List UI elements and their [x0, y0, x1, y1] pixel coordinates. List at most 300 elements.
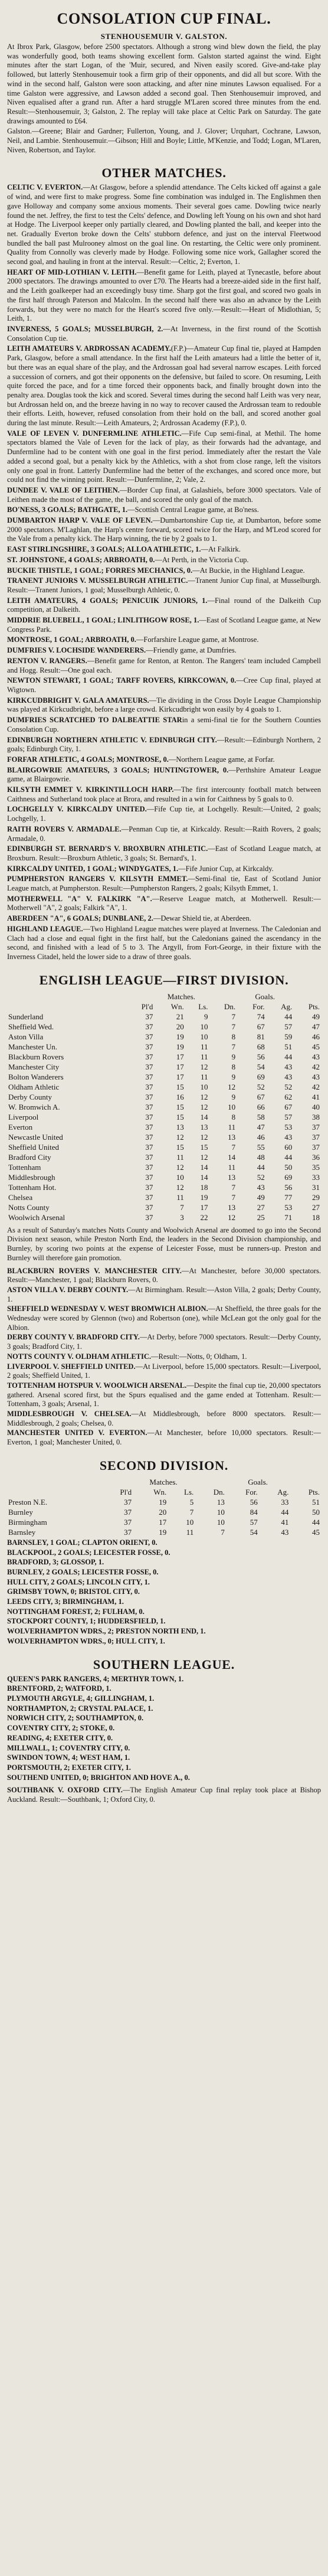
match-heading: HEART OF MID-LOTHIAN V. LEITH.	[7, 268, 137, 276]
team-name: Newcastle United	[8, 1132, 63, 1142]
table-cell: 57	[250, 1517, 258, 1527]
match-report	[7, 268, 321, 324]
result-item	[7, 1597, 321, 1607]
result-item	[7, 1607, 321, 1617]
table-row	[7, 1527, 321, 1537]
match-report	[7, 755, 321, 765]
table-cell: 45	[312, 1527, 320, 1537]
table-cell: 52	[284, 1082, 293, 1091]
table-row	[7, 1497, 321, 1507]
table-cell: 14	[200, 1112, 208, 1121]
table-cell: 7	[231, 1142, 236, 1152]
table-cell: 56	[250, 1497, 258, 1507]
match-heading: DUMFRIES V. LOCHSIDE WANDERERS.	[7, 646, 146, 655]
column-header	[7, 1487, 101, 1497]
team-name: Bolton Wanderers	[8, 1072, 64, 1081]
second-division-table	[7, 1477, 321, 1537]
team-name: Preston N.E.	[8, 1497, 48, 1507]
result-item	[7, 1617, 321, 1626]
match-heading: RENTON V. RANGERS.	[7, 656, 87, 665]
team-name: Oldham Athletic	[8, 1082, 60, 1091]
table-cell: 48	[257, 1152, 265, 1162]
table-cell: 37	[145, 1082, 153, 1091]
table-cell: 33	[312, 1172, 320, 1182]
table-cell: 43	[257, 1182, 265, 1192]
table-cell: 20	[159, 1507, 167, 1517]
matches-group-header: Matches.	[149, 1477, 178, 1486]
team-name: Sunderland	[8, 1012, 44, 1021]
result-item	[7, 1724, 321, 1733]
table-cell: 33	[281, 1497, 289, 1507]
table-cell: 7	[231, 1012, 236, 1021]
table-cell: 55	[257, 1142, 265, 1152]
result-item	[7, 1763, 321, 1773]
table-cell: 81	[257, 1032, 265, 1041]
match-heading: TRANENT JUNIORS V. MUSSELBURGH ATHLETIC.	[7, 576, 188, 585]
table-cell: 12	[200, 1132, 208, 1142]
table-row	[7, 1172, 321, 1182]
team-name: Tottenham Hot.	[8, 1182, 57, 1192]
table-cell: 37	[145, 1072, 153, 1081]
match-report	[7, 429, 321, 485]
result-item	[7, 1286, 321, 1304]
match-report	[7, 596, 321, 615]
column-header: Pl'd	[141, 1002, 153, 1011]
second-division-results	[7, 1538, 321, 1646]
table-cell: 21	[176, 1012, 184, 1021]
table-row	[7, 1112, 321, 1122]
match-text: —At Inverness, in the first round of the Scottish Consolation Cup tie.	[7, 324, 321, 343]
table-cell: 10	[200, 1022, 208, 1031]
table-row	[7, 1182, 321, 1192]
table-cell: 45	[312, 1042, 320, 1051]
result-heading: ASTON VILLA V. DERBY COUNTY.	[7, 1285, 129, 1294]
table-cell: 12	[200, 1062, 208, 1071]
match-text: —Benefit game for Leith, played at Tynecastle, before about 2000 spectators. The drawings amounted to over £70. The Hearts had a breeze-aided side in the first half, and the Leith goalkeeper had an exceedingly busy time. Sharp got the first goal, and scored two goals in the first half through Paterson and Malcolm. In the second half there was also an advance by the Leith forwards, but they were no match for the Heart's scored five only.—Result:—Heart of Midlothian, 5; Leith, 1.	[7, 268, 321, 323]
table-cell: 13	[200, 1122, 208, 1132]
result-text: —At Middlesbrough, before 8000 spectators. Result:—Middlesbrough, 2 goals; Chelsea, 0.	[7, 1410, 321, 1427]
result-heading: WOLVERHAMPTON WDRS., 2; PRESTON NORTH END, 1.	[7, 1627, 206, 1636]
other-matches-list	[7, 183, 321, 961]
match-report	[7, 635, 321, 645]
table-cell: 37	[145, 1032, 153, 1041]
result-heading: HULL CITY, 2 GOALS; LINCOLN CITY, 1.	[7, 1577, 150, 1586]
match-text: —Friendly game, at Dumfries.	[146, 646, 237, 655]
table-cell: 37	[145, 1202, 153, 1212]
first-division-table	[7, 992, 321, 1222]
result-heading: SHEFFIELD WEDNESDAY V. WEST BROMWICH ALBION.	[7, 1305, 208, 1313]
column-header: Dn.	[224, 1002, 236, 1011]
table-cell: 37	[145, 1172, 153, 1182]
table-cell: 37	[124, 1527, 132, 1537]
result-item	[7, 1684, 321, 1694]
table-cell: 19	[159, 1527, 167, 1537]
table-row	[7, 1022, 321, 1032]
table-cell: 42	[312, 1062, 320, 1071]
table-cell: 37	[124, 1497, 132, 1507]
match-text: —Tie dividing in the Cross Doyle League Championship was played at Kirkcudbright, before a large crowd. Kirkcudbright won easily by 4 goals to 1.	[7, 696, 321, 714]
match-heading: EAST STIRLINGSHIRE, 3 GOALS; ALLOA ATHLETIC, 1.	[7, 545, 201, 554]
table-cell: 44	[284, 1012, 293, 1021]
table-cell: 11	[228, 1162, 236, 1172]
southern-league-results	[7, 1675, 321, 1783]
table-cell: 14	[200, 1172, 208, 1182]
table-cell: 69	[284, 1172, 293, 1182]
table-cell: 17	[176, 1052, 184, 1061]
table-cell: 13	[228, 1172, 236, 1182]
table-row	[7, 1072, 321, 1082]
table-cell: 17	[159, 1517, 167, 1527]
consolation-paragraph: At Ibrox Park, Glasgow, before 2500 spectators. Although a strong wind blew down the field, the play was wonderfully good, both teams showing excellent form. Galston started against the wind. Eight minutes after the start Logan, of the 'Muir, secured, and Niven easily scored. Give-and-take play followed, but latterly Stenhousemuir took a firm grip of their opponents, and did all but score. With the wind in the second half, Galston were soon attacking, and after nine minutes Lawson equalised. For a time Galston were aggressive, and Lawson added a second goal. Then Stenhousemuir improved, and Niven equalised after a grand run. After a hard struggle M'Laren scored three minutes from the end. Result:—Stenhousemuir, 3; Galston, 2. The replay will take place at Celtic Park on Saturday. The gate drawings amounted to £64.	[7, 43, 321, 125]
match-heading: DUNDEE V. VALE OF LEITHEN.	[7, 485, 120, 494]
table-cell: 11	[186, 1527, 194, 1537]
consolation-match-heading: STENHOUSEMUIR V. GALSTON.	[100, 32, 228, 41]
match-text: —Fife Cup tie, at Lochgelly. Result:—United, 2 goals; Lochgelly, 1.	[7, 805, 322, 823]
match-text: —Northern League game, at Forfar.	[168, 755, 275, 764]
table-cell: 11	[201, 1042, 208, 1051]
consolation-title: CONSOLATION CUP FINAL.	[57, 10, 271, 27]
table-cell: 15	[176, 1112, 184, 1121]
table-cell: 12	[176, 1182, 184, 1192]
table-cell: 68	[257, 1042, 265, 1051]
result-text: —Despite the final cup tie, 20,000 spectators gathered. Arsenal scored first, but the Spurs equalised and the game ended at Tottenham. Result:—Tottenham, 3 goals; Arsenal, 1.	[7, 1381, 322, 1408]
table-cell: 5	[189, 1497, 194, 1507]
match-text: —The first intercounty football match between Caithness and Sutherland took place at Brora, and resulted in a win for Caithness by 5 goals to 0.	[7, 785, 321, 803]
match-heading: DUMBARTON HARP V. VALE OF LEVEN.	[7, 516, 153, 525]
match-text: —At Perth, in the Victoria Cup.	[155, 555, 249, 564]
team-name: Burnley	[8, 1507, 33, 1517]
team-name: Sheffield United	[8, 1142, 60, 1152]
table-cell: 56	[284, 1182, 293, 1192]
table-row	[7, 1062, 321, 1072]
match-report	[7, 676, 321, 694]
table-row	[7, 1192, 321, 1202]
table-cell: 50	[312, 1507, 320, 1517]
result-item	[7, 1587, 321, 1597]
match-report	[7, 785, 321, 804]
match-heading: RAITH ROVERS V. ARMADALE.	[7, 824, 122, 833]
table-cell: 57	[284, 1022, 293, 1031]
table-cell: 9	[231, 1052, 236, 1061]
match-report	[7, 576, 321, 595]
result-item	[7, 1694, 321, 1704]
table-cell: 53	[284, 1122, 293, 1132]
match-heading: ABERDEEN "A", 6 GOALS; DUNBLANE, 2.	[7, 914, 153, 923]
table-cell: 50	[284, 1162, 293, 1172]
match-report	[7, 914, 321, 924]
consolation-report	[7, 43, 321, 155]
match-report	[7, 486, 321, 504]
table-cell: 7	[231, 1042, 236, 1051]
table-cell: 52	[257, 1082, 265, 1091]
table-cell: 37	[145, 1142, 153, 1152]
result-item	[7, 1744, 321, 1753]
table-cell: 12	[228, 1082, 236, 1091]
team-name: Tottenham	[8, 1162, 41, 1172]
result-item	[7, 1773, 321, 1783]
table-cell: 52	[257, 1172, 265, 1182]
result-heading: BARNSLEY, 1 GOAL; CLAPTON ORIENT, 0.	[7, 1538, 158, 1547]
result-text: —At Manchester, before 10,000 spectators. Result:—Everton, 1 goal; Manchester United, 0.	[7, 1429, 321, 1447]
match-report	[7, 844, 321, 863]
match-report	[7, 865, 321, 874]
table-cell: 14	[228, 1152, 236, 1162]
table-cell: 15	[200, 1142, 208, 1152]
english-second-title: SECOND DIVISION.	[99, 1457, 229, 1473]
result-text: —Result:—Notts, 0; Oldham, 1.	[151, 1352, 247, 1361]
matches-group-header: Matches.	[167, 992, 196, 1001]
match-report	[7, 875, 321, 893]
result-heading: WOLVERHAMPTON WDRS., 0; HULL CITY, 1.	[7, 1636, 165, 1645]
table-cell: 8	[231, 1112, 236, 1121]
team-name: Derby County	[8, 1092, 53, 1101]
match-heading: LEITH AMATEURS V. ARDROSSAN ACADEMY.	[7, 344, 171, 353]
table-cell: 8	[231, 1062, 236, 1071]
table-cell: 12	[176, 1132, 184, 1142]
table-cell: 37	[145, 1092, 153, 1101]
table-group-header	[7, 1477, 321, 1487]
table-row	[7, 1212, 321, 1222]
table-cell: 16	[176, 1092, 184, 1101]
result-heading: BRENTFORD, 2; WATFORD, 1.	[7, 1684, 111, 1693]
table-cell: 57	[284, 1112, 293, 1121]
match-heading: NEWTON STEWART, 1 GOAL; TARFF ROVERS, KIRKCOWAN, 0.	[7, 676, 237, 685]
result-item	[7, 1675, 321, 1684]
table-cell: 42	[312, 1082, 320, 1091]
table-row	[7, 1202, 321, 1212]
result-heading: BLACKBURN ROVERS V. MANCHESTER CITY.	[7, 1266, 182, 1275]
table-cell: 12	[200, 1102, 208, 1111]
table-cell: 13	[176, 1122, 184, 1132]
result-text: —At Derby, before 7000 spectators. Result:—Derby County, 3 goals; Bradford City, 1.	[7, 1333, 321, 1351]
table-row	[7, 1152, 321, 1162]
match-heading: PUMPHERSTON RANGERS V. KILSYTH EMMET.	[7, 875, 188, 883]
match-heading: INVERNESS, 5 GOALS; MUSSELBURGH, 2.	[7, 324, 163, 333]
result-heading: SOUTHEND UNITED, 0; BRIGHTON AND HOVE A., 0.	[7, 1773, 190, 1782]
table-cell: 37	[145, 1132, 153, 1142]
table-cell: 77	[284, 1192, 293, 1202]
table-cell: 49	[257, 1192, 265, 1202]
match-text: —Semi-final tie, East of Scotland Junior League match, at Pumpherston. Result:—Pumpherston Rangers, 2 goals; Kilsyth Emmet, 1.	[7, 875, 322, 893]
table-cell: 10	[228, 1102, 236, 1111]
match-text: —At Glasgow, before a splendid attendance. The Celts kicked off against a gale of wind, and were first to make progress. Some fine combination was indulged in. The Englishmen then gave Holloway and company some anxious moments. Their several goes came. Dowling twice nearly found the net. Jeffrey, the first to test the Celts' defence, and Dowling left Young on his own and shot hard at Hodge. The Liverpool keeper only partially cleared, and Dowling planted the ball, and keeper into the net. Gradually Everton broke down the Celts' stubborn defence, and just on the interval Fleetwood bundled the ball past Mulrooney almost on the goal line. On restarting, the Celtic were only prominent. Quality from Connolly was cleverly made by Hodge. Following some nice work, Gallagher scored the second goal, and hauling in front at the interval. Result:—Celtic, 2; Everton, 1.	[7, 183, 321, 266]
match-report	[7, 925, 321, 962]
table-cell: 12	[200, 1152, 208, 1162]
match-text: —Benefit game for Renton, at Renton. The Rangers' team included Campbell and Hogg. Result:—One goal each.	[7, 656, 321, 674]
match-report	[7, 716, 321, 734]
table-cell: 67	[284, 1102, 293, 1111]
result-item	[7, 1429, 321, 1447]
table-row	[7, 1132, 321, 1142]
result-item	[7, 1538, 321, 1548]
result-heading: MILLWALL, 1; COVENTRY CITY, 0.	[7, 1743, 130, 1752]
match-report	[7, 895, 321, 913]
match-text: —Tranent Junior Cup final, at Musselburgh. Result:—Tranent Juniors, 1 goal; Musselburgh Athletic, 0.	[7, 576, 321, 594]
table-cell: 49	[312, 1012, 320, 1021]
table-cell: 54	[250, 1527, 258, 1537]
table-cell: 12	[200, 1092, 208, 1101]
result-item	[7, 1381, 321, 1409]
team-name: Middlesbrough	[8, 1172, 55, 1182]
match-heading: ST. JOHNSTONE, 4 GOALS; ARBROATH, 0.	[7, 555, 155, 564]
table-row	[7, 1052, 321, 1062]
match-text: (F.P.)—Amateur Cup final tie, played at Hampden Park, Glasgow, before a small attendance. In the first half the Leith amateurs had a little the better of it, but there was an equal share of the play, and the Ardrossan goal had several narrow escapes. Leith forced a succession of corners, and got their opponents on the defensive, but failed to score. On resuming, Leith quite forced the pace, and for a time forced their opponents back, and finally brought down into the penalty area. Douglas took the kick and scored. Several times during the second half Leith was very near, but Ardrossan held on, and the breeze having in no way to recover caused the Ardrossan team to redouble their efforts. Leith, however, refused consolation from their hold on the ball, and scored another goal during the last minute. Result:—Leith Amateurs, 2; Ardrossan Academy (F.P.), 0.	[7, 344, 321, 428]
table-cell: 37	[145, 1212, 153, 1222]
result-item	[7, 1714, 321, 1723]
english-first-title: ENGLISH LEAGUE—FIRST DIVISION.	[39, 972, 289, 987]
result-item	[7, 1362, 321, 1381]
match-text: —Fife Junior Cup, at Kirkcaldy.	[178, 864, 274, 873]
result-item	[7, 1734, 321, 1743]
team-name: Bradford City	[8, 1152, 51, 1162]
table-cell: 43	[284, 1072, 293, 1081]
table-cell: 67	[257, 1022, 265, 1031]
table-column-header	[7, 1002, 321, 1012]
match-heading: VALE OF LEVEN V. DUNFERMLINE ATHLETIC.	[7, 429, 182, 438]
table-cell: 44	[284, 1052, 293, 1061]
column-header: Pts.	[308, 1487, 320, 1496]
table-cell: 15	[176, 1102, 184, 1111]
table-cell: 7	[221, 1527, 225, 1537]
table-cell: 9	[231, 1072, 236, 1081]
result-heading: BLACKPOOL, 2 GOALS; LEICESTER FOSSE, 0.	[7, 1548, 170, 1557]
table-cell: 62	[284, 1092, 293, 1101]
table-cell: 44	[284, 1152, 293, 1162]
table-cell: 66	[257, 1102, 265, 1111]
table-cell: 37	[312, 1142, 320, 1152]
first-division-results	[7, 1267, 321, 1447]
match-heading: KIRKCUDBRIGHT V. GALA AMATEURS.	[7, 696, 149, 705]
result-heading: MANCHESTER UNITED V. EVERTON.	[7, 1429, 147, 1437]
table-cell: 51	[312, 1497, 320, 1507]
result-heading: MIDDLESBROUGH V. CHELSEA.	[7, 1410, 132, 1419]
table-row	[7, 1142, 321, 1152]
result-item	[7, 1704, 321, 1714]
table-cell: 43	[284, 1132, 293, 1142]
table-row	[7, 1032, 321, 1042]
table-cell: 41	[281, 1517, 289, 1527]
match-report	[7, 516, 321, 544]
table-row	[7, 1082, 321, 1092]
table-cell: 3	[180, 1212, 184, 1222]
result-heading: BURNLEY, 2 GOALS; LEICESTER FOSSE, 0.	[7, 1567, 159, 1576]
result-heading: READING, 4; EXETER CITY, 0.	[7, 1733, 113, 1742]
table-cell: 67	[257, 1092, 265, 1101]
result-heading: TOTTENHAM HOTSPUR V. WOOLWICH ARSENAL.	[7, 1381, 187, 1390]
match-report	[7, 805, 321, 823]
match-text: —Border Cup final, at Galashiels, before 3000 spectators. Vale of Leithen made the most of the game, the ball, and scored the only goal of the match.	[7, 485, 321, 504]
result-heading: LIVERPOOL V. SHEFFIELD UNITED.	[7, 1362, 136, 1371]
result-heading: DERBY COUNTY V. BRADFORD CITY.	[7, 1333, 140, 1342]
table-cell: 11	[228, 1122, 236, 1132]
table-cell: 17	[200, 1202, 208, 1212]
table-cell: 13	[217, 1497, 225, 1507]
match-report	[7, 646, 321, 656]
table-cell: 43	[312, 1072, 320, 1081]
table-cell: 69	[257, 1072, 265, 1081]
column-header: Pts.	[308, 1002, 320, 1011]
table-cell: 59	[284, 1032, 293, 1041]
table-cell: 41	[312, 1092, 320, 1101]
table-cell: 11	[176, 1152, 184, 1162]
table-cell: 46	[257, 1132, 265, 1142]
table-cell: 9	[204, 1012, 208, 1021]
result-heading: NOTTINGHAM FOREST, 2; FULHAM, 0.	[7, 1607, 145, 1616]
table-cell: 37	[145, 1052, 153, 1061]
result-heading: BRADFORD, 3; GLOSSOP, 1.	[7, 1558, 104, 1567]
table-cell: 37	[145, 1192, 153, 1202]
column-header: Ls.	[184, 1487, 194, 1496]
table-row	[7, 1517, 321, 1527]
goals-group-header: Goals.	[248, 1477, 268, 1486]
table-cell: 18	[312, 1212, 320, 1222]
match-text: —At Buckie, in the Highland League.	[192, 566, 305, 575]
table-cell: 35	[312, 1162, 320, 1172]
table-cell: 37	[145, 1122, 153, 1132]
table-cell: 22	[200, 1212, 208, 1222]
table-row	[7, 1102, 321, 1112]
table-cell: 37	[145, 1152, 153, 1162]
table-cell: 11	[201, 1072, 208, 1081]
table-row	[7, 1012, 321, 1022]
team-name: Woolwich Arsenal	[8, 1212, 65, 1222]
team-name: Manchester Un.	[8, 1042, 58, 1051]
table-cell: 31	[312, 1182, 320, 1192]
table-cell: 10	[217, 1507, 225, 1517]
table-row	[7, 1162, 321, 1172]
column-header: Wn.	[170, 1002, 184, 1011]
table-cell: 54	[257, 1062, 265, 1071]
table-cell: 15	[176, 1082, 184, 1091]
result-item	[7, 1410, 321, 1428]
result-item	[7, 1627, 321, 1636]
table-cell: 14	[200, 1162, 208, 1172]
table-cell: 56	[257, 1052, 265, 1061]
result-heading: LEEDS CITY, 3; BIRMINGHAM, 1.	[7, 1597, 124, 1606]
match-report	[7, 825, 321, 843]
column-header	[7, 1002, 126, 1012]
table-cell: 37	[124, 1517, 132, 1527]
table-cell: 51	[284, 1042, 293, 1051]
result-item	[7, 1548, 321, 1558]
table-cell: 19	[176, 1032, 184, 1041]
match-text: —Dewar Shield tie, at Aberdeen.	[153, 914, 251, 923]
match-report	[7, 344, 321, 428]
table-row	[7, 1507, 321, 1517]
match-text: —Reserve League match, at Motherwell. Result:—Motherwell "A", 2 goals; Falkirk "A", 1.	[7, 894, 321, 912]
result-heading: QUEEN'S PARK RANGERS, 4; MERTHYR TOWN, 1.	[7, 1674, 184, 1683]
result-heading: NOTTS COUNTY V. OLDHAM ATHLETIC.	[7, 1352, 152, 1361]
match-report	[7, 657, 321, 675]
first-division-intro: As a result of Saturday's matches Notts County and Woolwich Arsenal are doomed to go into the Second Division next season, while Preston North End, the leaders in the Second Division championship, and Burnley, by scoring two points at the expense of Leicester Fosse, must be runners-up. Preston and Burnley will therefore gain promotion.	[7, 1225, 321, 1262]
table-cell: 19	[176, 1042, 184, 1051]
table-cell: 38	[312, 1112, 320, 1121]
match-heading: MIDDRIE BLUEBELL, 1 GOAL; LINLITHGOW ROSE, 1.	[7, 616, 199, 625]
table-cell: 27	[312, 1202, 320, 1212]
amateur-cup-final	[7, 1786, 321, 1804]
column-header: Pl'd	[120, 1487, 132, 1496]
table-cell: 37	[312, 1132, 320, 1142]
table-cell: 37	[145, 1182, 153, 1192]
match-text: —Fife Cup semi-final, at Methil. The home spectators blamed the Vale of Leven for the lack of play, as their forwards had the advantage, and Dunfermline had to be content with one goal in the first period. Immediately after the restart the Vale added a second goal, but a penalty kick by the Athletics, with a shot from close range, left the visitors only one goal in front. Latterly Dunfermline had the better of the exchanges, and scored once more, but could not find the winning point. Result:—Dunfermline, 2; Vale, 2.	[7, 429, 321, 484]
result-heading: PLYMOUTH ARGYLE, 4; GILLINGHAM, 1.	[7, 1694, 155, 1703]
match-text: —Perthshire Amateur League game, at Blairgowrie.	[7, 765, 321, 784]
match-heading: DUMFRIES SCRATCHED TO DALBEATTIE STAR	[7, 716, 182, 725]
team-name: Chelsea	[8, 1192, 33, 1202]
result-item	[7, 1305, 321, 1332]
result-heading: PORTSMOUTH, 2; EXETER CITY, 1.	[7, 1763, 131, 1772]
table-cell: 44	[312, 1517, 320, 1527]
